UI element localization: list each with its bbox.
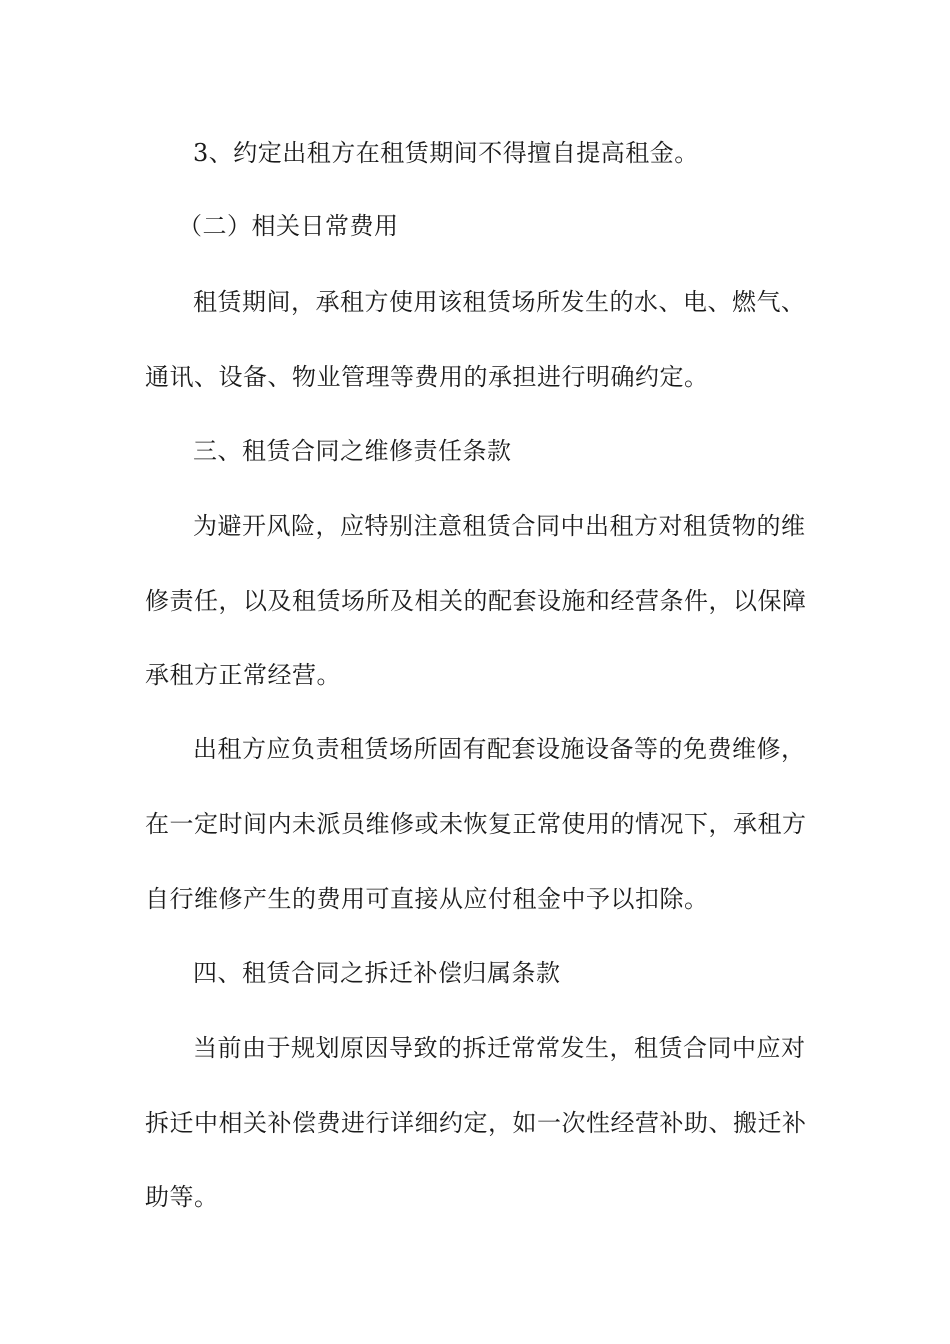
paragraph-line: 修责任，以及租赁场所及相关的配套设施和经营条件，以保障 [145,587,807,615]
paragraph-line: 租赁期间，承租方使用该租赁场所发生的水、电、燃气、 [193,288,806,316]
section-3-heading: 三、租赁合同之维修责任条款 [193,437,512,465]
section-2-heading: （二）相关日常费用 [178,212,399,240]
paragraph-line: 通讯、设备、物业管理等费用的承担进行明确约定。 [145,363,709,391]
paragraph-line: 助等。 [145,1183,219,1211]
paragraph-line: 拆迁中相关补偿费进行详细约定，如一次性经营补助、搬迁补 [145,1109,807,1137]
paragraph-line: 自行维修产生的费用可直接从应付租金中予以扣除。 [145,885,709,913]
paragraph-line: 出租方应负责租赁场所固有配套设施设备等的免费维修， [193,735,806,763]
paragraph-line: 当前由于规划原因导致的拆迁常常发生，租赁合同中应对 [193,1034,806,1062]
paragraph-line: 承租方正常经营。 [145,661,341,689]
section-4-heading: 四、租赁合同之拆迁补偿归属条款 [193,959,561,987]
paragraph-line: 为避开风险，应特别注意租赁合同中出租方对租赁物的维 [193,512,806,540]
paragraph-line: 在一定时间内未派员维修或未恢复正常使用的情况下，承租方 [145,810,807,838]
clause-3-line: 3、约定出租方在租赁期间不得擅自提高租金。 [193,139,699,167]
